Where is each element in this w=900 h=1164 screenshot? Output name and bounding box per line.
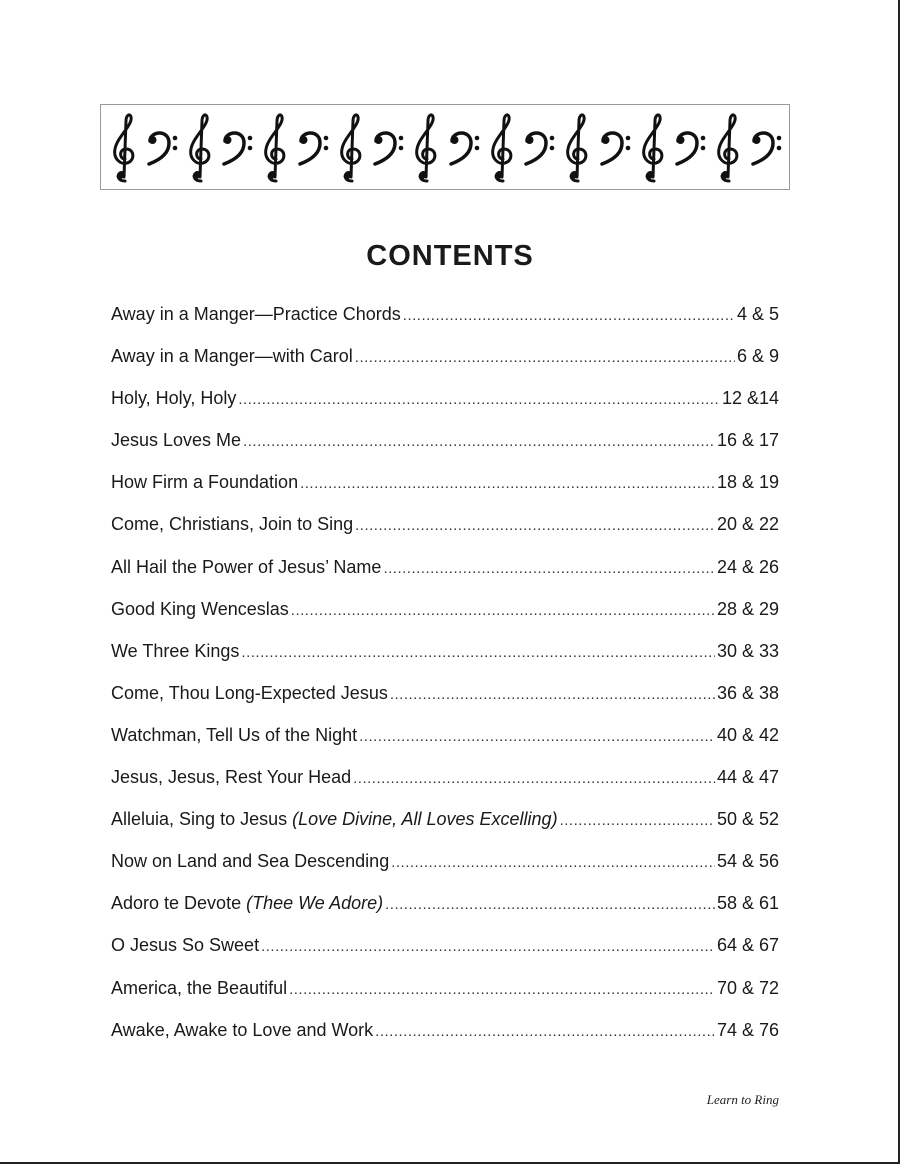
toc-entry-pages: 12 &14 bbox=[721, 388, 779, 409]
toc-dot-leader bbox=[403, 302, 735, 330]
bass-clef-icon bbox=[673, 107, 707, 187]
toc-dot-leader bbox=[391, 849, 715, 877]
toc-entry[interactable] bbox=[111, 384, 779, 426]
treble-clef-icon bbox=[409, 107, 443, 187]
toc-entry-pages: 36 & 38 bbox=[716, 682, 779, 703]
toc-dot-leader bbox=[383, 555, 714, 583]
bass-clef-icon bbox=[749, 107, 783, 187]
toc-entry-pages: 28 & 29 bbox=[716, 598, 779, 619]
toc-dot-leader bbox=[385, 891, 715, 919]
toc-entry-pages: 4 & 5 bbox=[736, 304, 779, 324]
toc-entry[interactable] bbox=[111, 468, 779, 510]
toc-entry-title: Watchman, Tell Us of the Night bbox=[111, 724, 358, 745]
toc-entry-pages: 74 & 76 bbox=[716, 1019, 779, 1040]
footer-book-title: Learn to Ring bbox=[706, 1092, 779, 1107]
toc-entry-pages: 44 & 47 bbox=[716, 767, 779, 788]
toc-entry-title: Come, Christians, Join to Sing bbox=[111, 514, 354, 535]
toc-entry[interactable] bbox=[111, 721, 779, 763]
toc-dot-leader bbox=[238, 386, 720, 414]
treble-clef-icon bbox=[334, 107, 368, 187]
page-title: CONTENTS bbox=[366, 240, 534, 272]
bass-clef-icon bbox=[598, 107, 632, 187]
toc-entry[interactable] bbox=[111, 931, 779, 973]
toc-entry-pages: 18 & 19 bbox=[716, 472, 779, 493]
toc-dot-leader bbox=[289, 976, 715, 1004]
toc-entry[interactable] bbox=[111, 553, 779, 595]
toc-entry[interactable] bbox=[111, 847, 779, 889]
treble-clef-icon bbox=[636, 107, 670, 187]
toc-dot-leader bbox=[359, 723, 715, 751]
toc-entry[interactable] bbox=[111, 679, 779, 721]
toc-dot-leader bbox=[560, 807, 715, 835]
treble-clef-icon bbox=[183, 107, 217, 187]
toc-entry[interactable] bbox=[111, 974, 779, 1016]
toc-dot-leader bbox=[355, 512, 715, 540]
toc-entry-pages: 70 & 72 bbox=[716, 977, 779, 998]
toc-dot-leader bbox=[355, 344, 735, 372]
toc-entry[interactable] bbox=[111, 510, 779, 552]
toc-entry-pages: 40 & 42 bbox=[716, 724, 779, 745]
toc-entry-alternate-title: (Love Divine, All Loves Excelling) bbox=[287, 809, 558, 830]
bass-clef-icon bbox=[371, 107, 405, 187]
toc-entry-pages: 58 & 61 bbox=[716, 893, 779, 914]
toc-dot-leader bbox=[261, 933, 715, 961]
toc-entry-pages: 24 & 26 bbox=[716, 556, 779, 577]
toc-entry-pages: 30 & 33 bbox=[716, 640, 779, 661]
toc-entry-title: Away in a Manger—with Carol bbox=[111, 346, 353, 367]
toc-entry[interactable] bbox=[111, 637, 779, 679]
toc-entry-title: Come, Thou Long-Expected Jesus bbox=[111, 682, 388, 703]
toc-entry-title: Adoro te Devote (Thee We Adore) bbox=[111, 893, 384, 914]
toc-entry-title: Alleluia, Sing to Jesus (Love Divine, All Loves Excelling) bbox=[111, 809, 558, 830]
toc-dot-leader bbox=[291, 597, 715, 625]
bass-clef-icon bbox=[296, 107, 330, 187]
treble-clef-icon bbox=[258, 107, 292, 187]
toc-entry[interactable] bbox=[111, 1016, 779, 1058]
toc-entry-alternate-title: (Thee We Adore) bbox=[241, 893, 384, 914]
toc-entry[interactable] bbox=[111, 889, 779, 931]
bass-clef-icon bbox=[220, 107, 254, 187]
toc-entry-title: Jesus, Jesus, Rest Your Head bbox=[111, 767, 352, 788]
toc-entry-title: Now on Land and Sea Descending bbox=[111, 851, 390, 872]
treble-clef-icon bbox=[107, 107, 141, 187]
toc-dot-leader bbox=[390, 681, 715, 709]
toc-entry-pages: 16 & 17 bbox=[716, 430, 779, 451]
toc-entry-pages: 6 & 9 bbox=[736, 346, 779, 367]
toc-entry-title: All Hail the Power of Jesus’ Name bbox=[111, 556, 382, 577]
bass-clef-icon bbox=[447, 107, 481, 187]
toc-dot-leader bbox=[375, 1018, 715, 1046]
treble-clef-icon bbox=[485, 107, 519, 187]
toc-entry-title: How Firm a Foundation bbox=[111, 472, 299, 493]
toc-entry-pages: 50 & 52 bbox=[716, 809, 779, 830]
toc-entry[interactable] bbox=[111, 300, 779, 342]
toc-entry-pages: 54 & 56 bbox=[716, 851, 779, 872]
toc-entry[interactable] bbox=[111, 805, 779, 847]
toc-entry-title: Good King Wenceslas bbox=[111, 598, 289, 619]
toc-entry-title: America, the Beautiful bbox=[111, 977, 288, 998]
treble-clef-icon bbox=[711, 107, 745, 187]
toc-dot-leader bbox=[241, 639, 715, 667]
bass-clef-icon bbox=[145, 107, 179, 187]
toc-entry-title: Jesus Loves Me bbox=[111, 430, 242, 451]
toc-entry[interactable] bbox=[111, 763, 779, 805]
toc-entry[interactable] bbox=[111, 426, 779, 468]
toc-dot-leader bbox=[300, 470, 715, 498]
toc-entry-title: We Three Kings bbox=[111, 640, 240, 661]
clef-banner bbox=[100, 104, 790, 190]
toc-entry-title: Awake, Awake to Love and Work bbox=[111, 1019, 374, 1040]
toc-dot-leader bbox=[353, 765, 715, 793]
toc-entry-title: O Jesus So Sweet bbox=[111, 935, 260, 956]
bass-clef-icon bbox=[522, 107, 556, 187]
toc-entry-pages: 64 & 67 bbox=[716, 935, 779, 956]
toc-entry-title: Holy, Holy, Holy bbox=[111, 388, 237, 409]
treble-clef-icon bbox=[560, 107, 594, 187]
toc-entry-pages: 20 & 22 bbox=[716, 514, 779, 535]
toc-dot-leader bbox=[243, 428, 715, 456]
toc-entry-title: Away in a Manger—Practice Chords bbox=[111, 304, 401, 324]
table-of-contents bbox=[111, 300, 779, 1058]
toc-entry[interactable] bbox=[111, 595, 779, 637]
toc-entry[interactable] bbox=[111, 342, 779, 384]
